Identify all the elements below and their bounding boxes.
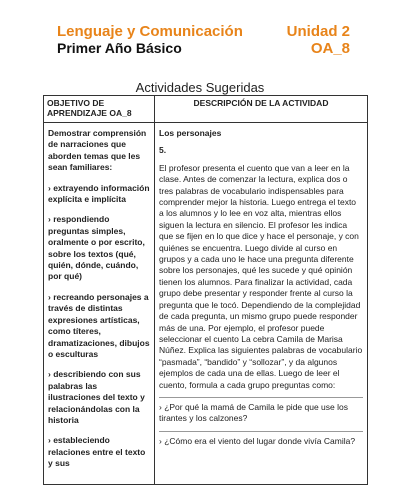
objective-column-header: OBJETIVO DE APRENDIZAJE OA_8 (44, 96, 155, 123)
section-title: Actividades Sugeridas (135, 80, 265, 95)
description-cell (155, 123, 368, 485)
divider (159, 431, 363, 432)
subject-title: Lenguaje y Comunicación (57, 23, 243, 40)
objective-item: › respondiendo preguntas simples, oralmente o por escrito, sobre los textos (qué, quién, dónde, cuándo, por qué) (48, 214, 145, 282)
header-left (57, 23, 243, 56)
activities-table (43, 95, 368, 485)
objective-item: › recreando personajes a través de distintas expresiones artísticas, como títeres, dramatizaciones, dibujos o esculturas (48, 291, 150, 359)
activity-description: El profesor presenta el cuento que van a leer en la clase. Antes de comenzar la lectura, explica dos o tres palabras de vocabulario indispensables para comprender mejor la historia. Luego entrega el texto a los alumnos y lo lee en voz alta, mientras ellos siguen la lectura en silencio. El profesor les indica que se fijen en lo que dice y hace el personaje, y con quiénes se encuentra. Luego divide al curso en grupos y a cada uno le hace una pregunta diferente sobre los personajes, qué les sucede y qué opinión tienen los alumnos. Para finalizar la actividad, cada grupo debe presentar y responder frente al curso la pregunta que le tocó. Dependiendo de la complejidad de cada pregunta, un mismo grupo puede responder más de una. Por ejemplo, el profesor puede seleccionar el cuento La cebra Camila de Marisa Núñez. Explica las siguientes palabras de vocabulario “pasmada”, “bandido” y “sollozar”, y da algunos ejemplos de cada una de ellas. Luego de leer el cuento, formula a cada grupo preguntas como: (159, 162, 363, 390)
objective-item: › estableciendo relaciones entre el texto y sus (48, 435, 146, 469)
activity-title: Los personajes (159, 128, 222, 138)
objective-item: › extrayendo información explícita e implícita (48, 182, 150, 205)
objective-cell (44, 123, 155, 485)
objective-item: › describiendo con sus palabras las ilustraciones del texto y relacionándolas con la historia (48, 369, 145, 425)
question-item: › ¿Por qué la mamá de Camila le pide que use los tirantes y los calzones? (159, 401, 348, 424)
unit-title: Unidad 2 (286, 23, 350, 40)
activity-number: 5. (159, 145, 167, 156)
header-right (287, 23, 350, 57)
objective-intro: Demostrar comprensión de narraciones que aborden temas que les sean familiares: (48, 128, 147, 173)
question-item: › ¿Cómo era el viento del lugar donde vivía Camila? (159, 435, 356, 446)
grade-title: Primer Año Básico (57, 40, 182, 56)
description-column-header: DESCRIPCIÓN DE LA ACTIVIDAD (155, 96, 368, 123)
divider (159, 397, 363, 398)
table-header-row (44, 96, 368, 123)
objective-code: OA_8 (310, 40, 350, 57)
table-row (44, 123, 368, 485)
